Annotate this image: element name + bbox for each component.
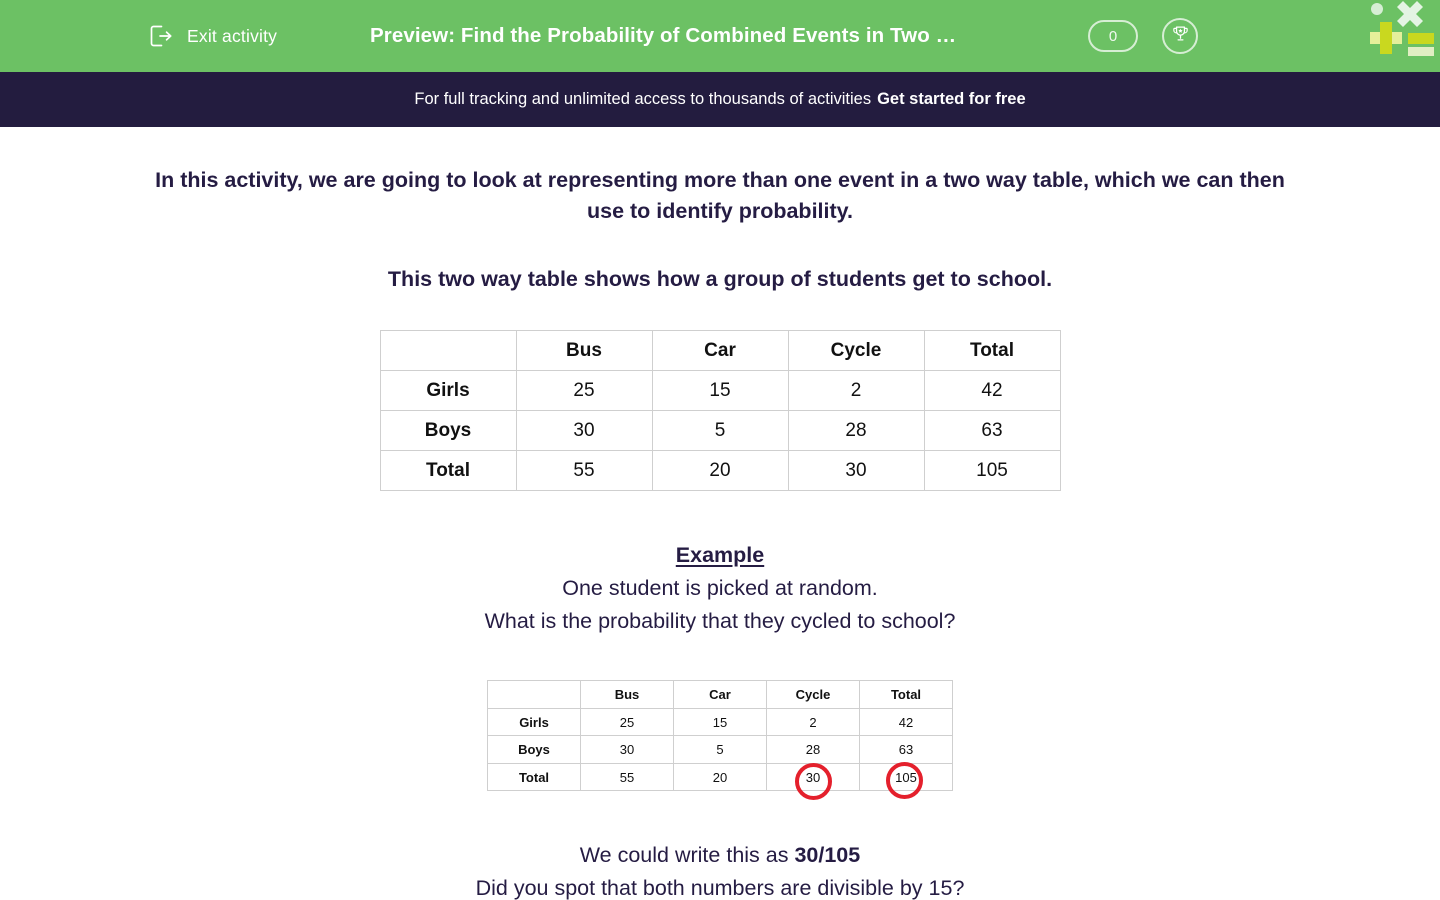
table-body	[380, 371, 1060, 491]
annotated-two-way-table	[487, 680, 953, 791]
annotated-row-header-boys: Boys	[488, 736, 581, 764]
score-value: 0	[1108, 27, 1118, 45]
cell-boys-car: 5	[652, 411, 788, 451]
closing-line-1	[0, 843, 1440, 868]
trophy-button[interactable]	[1162, 18, 1198, 54]
cell-boys-bus: 30	[516, 411, 652, 451]
table-row	[488, 736, 953, 764]
annotated-cell-boys-bus: 30	[581, 736, 674, 764]
exit-door-arrow-icon	[148, 23, 174, 49]
annotated-cell-total-total: 105	[860, 763, 953, 791]
annotated-table-wrap	[0, 680, 1440, 791]
promo-text: For full tracking and unlimited access to thousands of activities	[414, 90, 872, 108]
annotated-cell-boys-cycle: 28	[767, 736, 860, 764]
table-row	[380, 371, 1060, 411]
score-badge[interactable]	[1088, 20, 1138, 52]
cell-total-cycle: 30	[788, 451, 924, 491]
cell-girls-car: 15	[652, 371, 788, 411]
get-started-link[interactable]: Get started for free	[877, 90, 1026, 108]
example-line-2: What is the probability that they cycled to school?	[484, 609, 956, 634]
annotated-table-body	[488, 708, 953, 791]
cell-boys-total: 63	[924, 411, 1060, 451]
row-header-girls: Girls	[380, 371, 516, 411]
annotated-cell-girls-car: 15	[674, 708, 767, 736]
header-decoration	[1360, 0, 1440, 60]
example-heading: Example	[675, 543, 765, 568]
cell-boys-cycle: 28	[788, 411, 924, 451]
exit-activity-button[interactable]	[148, 23, 277, 49]
column-header-bus: Bus	[516, 331, 652, 371]
row-header-total: Total	[380, 451, 516, 491]
column-header-cycle: Cycle	[788, 331, 924, 371]
annotated-column-header-total: Total	[860, 681, 953, 709]
example-block	[0, 543, 1440, 634]
row-header-boys: Boys	[380, 411, 516, 451]
column-header-car: Car	[652, 331, 788, 371]
annotated-cell-total-cycle: 30	[767, 763, 860, 791]
intro-paragraph: In this activity, we are going to look at representing more than one event in a two way table, which we can then use to identify probability.	[155, 168, 1285, 224]
activity-content	[0, 127, 1440, 900]
cell-total-total: 105	[924, 451, 1060, 491]
trophy-icon	[1171, 24, 1190, 48]
exit-activity-label: Exit activity	[187, 25, 278, 46]
cell-girls-cycle: 2	[788, 371, 924, 411]
table-head	[380, 331, 1060, 371]
annotated-column-header-car: Car	[674, 681, 767, 709]
table-row	[380, 451, 1060, 491]
annotated-cell-girls-total: 42	[860, 708, 953, 736]
annotated-cell-total-car: 20	[674, 763, 767, 791]
table-row	[488, 708, 953, 736]
closing-line-1-prefix: We could write this as	[579, 843, 795, 868]
annotated-corner-cell	[488, 681, 581, 709]
header-actions	[1088, 18, 1198, 54]
annotated-cell-boys-car: 5	[674, 736, 767, 764]
app-header	[0, 0, 1440, 72]
annotated-column-header-bus: Bus	[581, 681, 674, 709]
annotated-cell-girls-bus: 25	[581, 708, 674, 736]
closing-fraction-value: 30/105	[794, 843, 861, 868]
annotated-cell-total-bus: 55	[581, 763, 674, 791]
cell-girls-total: 42	[924, 371, 1060, 411]
annotated-row-header-total: Total	[488, 763, 581, 791]
cell-total-bus: 55	[516, 451, 652, 491]
table-row	[488, 763, 953, 791]
example-line-1: One student is picked at random.	[562, 576, 878, 601]
cell-girls-bus: 25	[516, 371, 652, 411]
closing-line-2: Did you spot that both numbers are divisible by 15?	[475, 876, 965, 900]
annotated-column-header-cycle: Cycle	[767, 681, 860, 709]
table-header-row	[380, 331, 1060, 371]
column-header-total: Total	[924, 331, 1060, 371]
annotated-table-head	[488, 681, 953, 709]
table-subtitle: This two way table shows how a group of students get to school.	[387, 267, 1053, 292]
table-row	[380, 411, 1060, 451]
page-title: Preview: Find the Probability of Combined Events in Two …	[370, 24, 957, 47]
two-way-table	[380, 330, 1061, 491]
promo-banner	[0, 72, 1440, 127]
annotated-cell-boys-total: 63	[860, 736, 953, 764]
annotated-header-row	[488, 681, 953, 709]
closing-block	[0, 843, 1440, 900]
annotated-cell-girls-cycle: 2	[767, 708, 860, 736]
cell-total-car: 20	[652, 451, 788, 491]
two-way-table-wrap	[0, 330, 1440, 491]
annotated-row-header-girls: Girls	[488, 708, 581, 736]
table-corner-cell	[380, 331, 516, 371]
